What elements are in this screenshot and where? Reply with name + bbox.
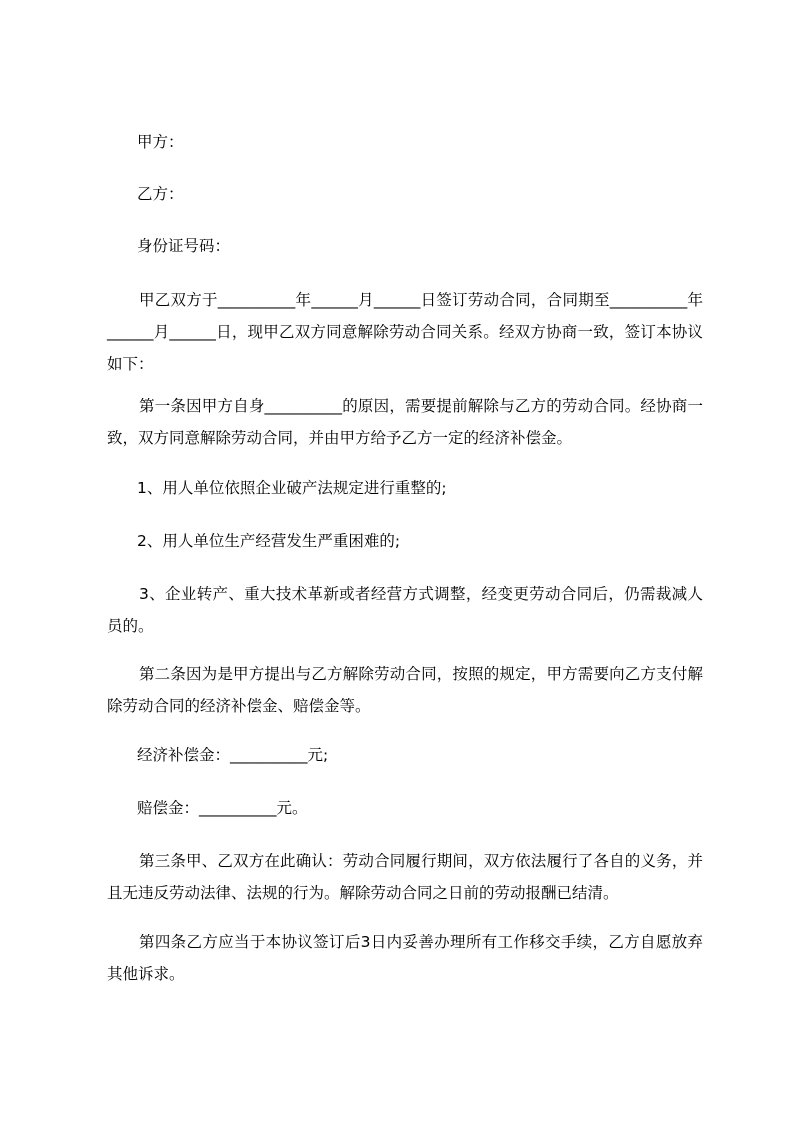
article-4: 第四条乙方应当于本协议签订后3日内妥善办理所有工作移交手续，乙方自愿放弃其他诉求。 (107, 933, 703, 983)
article-1: 第一条因甲方自身__________的原因，需要提前解除与乙方的劳动合同。经协商一致，双方同意解除劳动合同，并由甲方给予乙方一定的经济补偿金。 (107, 397, 703, 447)
list-item-2: 2、用人单位生产经营发生严重困难的; (137, 532, 401, 550)
article-2: 第二条因为是甲方提出与乙方解除劳动合同，按照的规定，甲方需要向乙方支付解除劳动合同的经济补偿金、赔偿金等。 (107, 665, 703, 715)
party-a-label: 甲方： (137, 133, 184, 151)
list-item-3: 3、企业转产、重大技术革新或者经营方式调整，经变更劳动合同后，仍需裁减人员的。 (107, 585, 703, 635)
id-number-label: 身份证号码： (137, 237, 231, 255)
list-item-1: 1、用人单位依照企业破产法规定进行重整的; (137, 479, 447, 497)
article-3: 第三条甲、乙双方在此确认：劳动合同履行期间，双方依法履行了各自的义务，并且无违反劳动法律、法规的行为。解除劳动合同之日前的劳动报酬已结清。 (107, 852, 703, 902)
compensation-line: 经济补偿金：__________元; (137, 746, 329, 764)
intro-paragraph: 甲乙双方于__________年______月______日签订劳动合同，合同期至__________年______月______日，现甲乙双方同意解除劳动合同关系。经双方协商一致，签订本协议如下： (107, 291, 703, 373)
damages-line: 赔偿金：__________元。 (137, 799, 308, 817)
party-b-label: 乙方： (137, 185, 184, 203)
